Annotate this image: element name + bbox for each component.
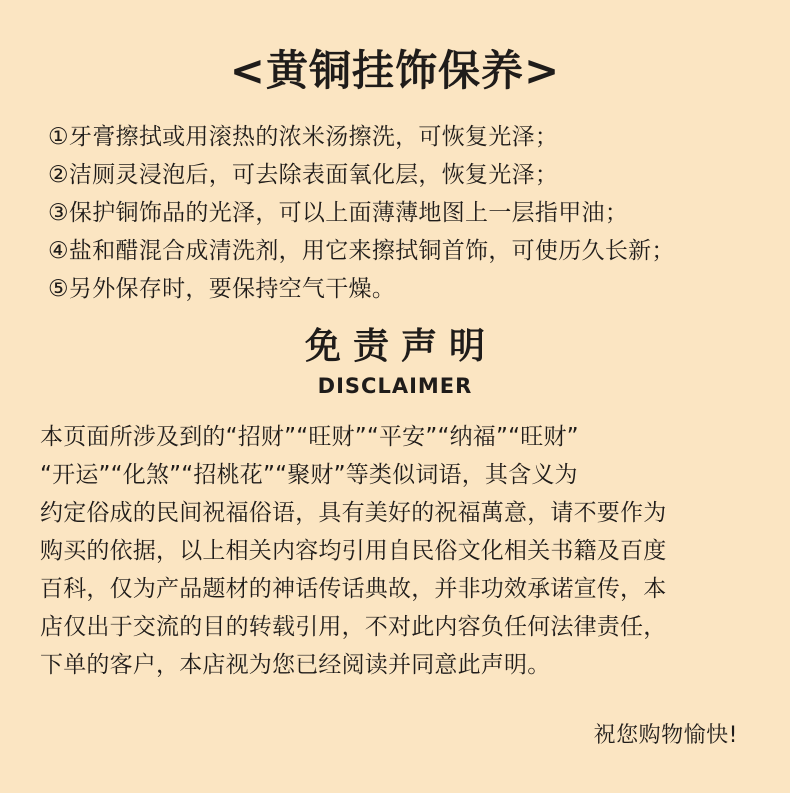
- page-title: <黄铜挂饰保养>: [229, 46, 561, 95]
- disclaimer-line: 店仅出于交流的目的转载引用，不对此内容负任何法律责任，: [40, 614, 667, 640]
- disclaimer-line: 百科，仅为产品题材的神话传话典故，并非功效承诺宣传，本: [40, 576, 667, 602]
- disclaimer-subheading: DISCLAIMER: [317, 374, 473, 398]
- care-tip-item: ①牙膏擦拭或用滚热的浓米汤擦洗，可恢复光泽；: [48, 124, 559, 150]
- care-tip-item: ④盐和醋混合成清洗剂，用它来擦拭铜首饰，可使历久长新；: [48, 238, 675, 264]
- disclaimer-heading: 免责声明: [304, 326, 497, 367]
- care-tips-list: [48, 118, 675, 308]
- care-tip-item: ③保护铜饰品的光泽，可以上面薄薄地图上一层指甲油；: [48, 200, 629, 226]
- disclaimer-line: 约定俗成的民间祝福俗语，具有美好的祝福萬意，请不要作为: [40, 500, 667, 526]
- care-tip-item: ⑤另外保存时，要保持空气干燥。: [48, 276, 396, 302]
- closing-greeting: 祝您购物愉快!: [593, 723, 738, 748]
- disclaimer-text: [40, 418, 752, 684]
- disclaimer-line: 购买的依据，以上相关内容均引用自民俗文化相关书籍及百度: [40, 538, 667, 564]
- disclaimer-line: 本页面所涉及到的“招财”“旺财”“平安”“纳福”“旺财”: [40, 424, 579, 450]
- care-tip-item: ②洁厕灵浸泡后，可去除表面氧化层，恢复光泽；: [48, 162, 559, 188]
- disclaimer-line: “开运”“化煞”“招桃花”“聚财”等类似词语，其含义为: [40, 462, 578, 488]
- disclaimer-line: 下单的客户，本店视为您已经阅读并同意此声明。: [40, 652, 551, 678]
